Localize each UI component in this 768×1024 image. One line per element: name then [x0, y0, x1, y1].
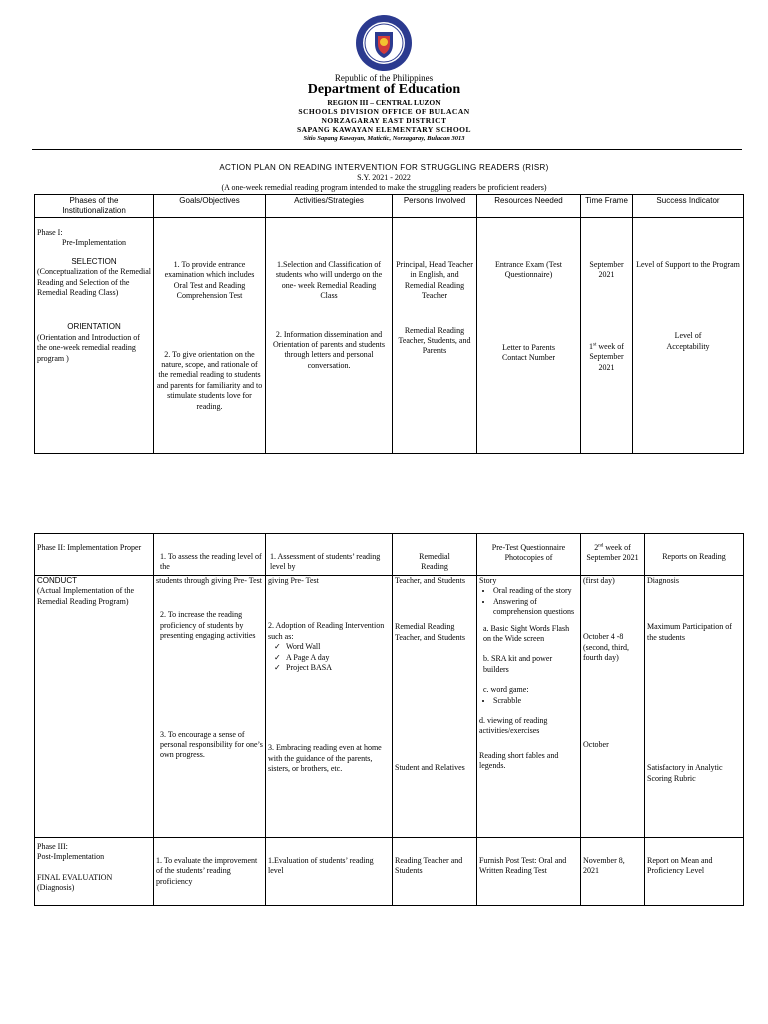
- intervention-list: [268, 642, 390, 673]
- phase1-time2: 1st week of September 2021: [589, 341, 624, 372]
- phase2-act3: 3. Embracing reading even at home with the guidance of the parents, sisters, or brothers, etc.: [268, 743, 382, 774]
- phase1-res2: Letter to Parents Contact Number: [501, 342, 556, 363]
- selection-desc: (Conceptualization of the Remedial Reading and Selection of the Remedial Reading Class): [37, 267, 151, 297]
- phase2-goal3: 3. To encourage a sense of personal responsibility for one’s own progress.: [160, 729, 263, 760]
- phase2-table: [34, 533, 744, 906]
- phase2-label: Phase II: Implementation Proper: [35, 534, 154, 576]
- phase2-res-b: b. SRA kit and power builders: [483, 654, 553, 674]
- conduct-desc: (Actual Implementation of the Remedial Reading Program): [37, 586, 135, 606]
- list-item: ✓ A Page A day: [286, 653, 390, 663]
- orientation-desc: (Orientation and Introduction of the one-week remedial reading program ): [37, 332, 140, 363]
- table-header-row: [35, 195, 744, 218]
- list-item: ✓ Project BASA: [286, 663, 390, 673]
- phase2-res-e: Reading short fables and legends.: [479, 750, 559, 771]
- phase2-time3: October: [583, 739, 609, 749]
- phase2-succ1: Diagnosis: [647, 576, 679, 585]
- division-label: SCHOOLS DIVISION OFFICE OF BULACAN: [298, 107, 470, 116]
- phase2-res-head: Pre-Test Questionnaire Photocopies of: [477, 534, 581, 576]
- deped-seal-icon: [355, 14, 413, 72]
- header-divider: [32, 149, 742, 150]
- orientation-label: ORIENTATION: [67, 322, 121, 332]
- phase2-persons3: Student and Relatives: [395, 763, 465, 773]
- phase2-act2: 2. Adoption of Reading Intervention such as:: [268, 621, 385, 641]
- phase2-succ2: Maximum Participation of the students: [647, 622, 732, 642]
- conduct-label: CONDUCT: [37, 576, 77, 585]
- phase1-persons1: Principal, Head Teacher in English, and Remedial Reading Teacher: [396, 260, 473, 301]
- table-row: [35, 838, 744, 906]
- department-title: Department of Education: [307, 82, 461, 97]
- phase2-succ-head: Reports on Reading: [645, 534, 744, 576]
- col-persons: Persons Involved: [393, 195, 477, 218]
- list-item: • Answering of comprehension questions: [493, 597, 578, 618]
- phase2-goal-head: 1. To assess the reading level of the: [154, 534, 266, 576]
- phase2-persons1-cont: Teacher, and Students: [395, 576, 465, 585]
- phase2-goal2: 2. To increase the reading proficiency of students by presenting engaging activities: [160, 610, 256, 641]
- phase1-succ2: Level of Acceptability: [666, 331, 710, 351]
- phase1-succ1: Level of Support to the Program: [636, 260, 740, 269]
- final-eval-desc: (Diagnosis): [37, 883, 75, 893]
- republic-label: Republic of the Philippines: [334, 73, 434, 83]
- list-item: • Oral reading of the story: [493, 586, 578, 596]
- address-label: Sitio Sapang Kawayan, Matictic, Norzagaray, Bulacan 3013: [303, 135, 465, 142]
- region-label: REGION III – CENTRAL LUZON: [327, 98, 441, 107]
- phase3-act: 1.Evaluation of students’ reading level: [266, 838, 393, 906]
- phase2-act1-cont: giving Pre- Test: [268, 576, 319, 585]
- table-row: [35, 218, 744, 454]
- phase2-time-head: 2nd week of September 2021: [581, 534, 645, 576]
- phase1-persons2: Remedial Reading Teacher, Students, and Parents: [398, 325, 471, 356]
- phase1-goal2: 2. To give orientation on the nature, scope, and rationale of the remedial reading to students and parents for familiarity and to stimulate students love for reading.: [156, 349, 263, 411]
- phase2-time1: (first day): [583, 576, 615, 585]
- plan-title: ACTION PLAN ON READING INTERVENTION FOR STRUGGLING READERS (RISR): [219, 163, 549, 172]
- list-item: • Scrabble: [493, 696, 578, 706]
- phase2-res-c: c. word game:: [483, 685, 529, 695]
- word-game-list: [479, 696, 578, 706]
- phase1-table: [34, 194, 744, 454]
- phase1-label: Phase I:: [37, 228, 63, 237]
- col-resources: Resources Needed: [477, 195, 581, 218]
- col-success: Success Indicator: [633, 195, 744, 218]
- plan-subtitle: (A one-week remedial reading program intended to make the struggling readers be proficient readers): [221, 183, 547, 192]
- phase1-time1: September 2021: [589, 260, 624, 280]
- phase1-act1: 1.Selection and Classification of students who will undergo on the one- week Remedial Reading Class: [275, 260, 383, 301]
- phase2-goal1-cont: students through giving Pre- Test: [156, 576, 262, 585]
- phase2-time2: October 4 -8 (second, third, fourth day): [583, 632, 629, 663]
- phase2-res-story: Story: [479, 576, 497, 585]
- story-activity-list: [479, 586, 578, 617]
- phase3-time: November 8, 2021: [581, 838, 645, 906]
- final-eval-label: FINAL EVALUATION: [37, 872, 113, 882]
- col-time: Time Frame: [581, 195, 633, 218]
- phase2-persons2: Remedial Reading Teacher, and Students: [395, 622, 465, 642]
- phase1-act2: 2. Information dissemination and Orientation of parents and students through letters and personal conversation.: [273, 329, 385, 370]
- district-label: NORZAGARAY EAST DISTRICT: [321, 116, 447, 125]
- phase1-goal1: 1. To provide entrance examination which includes Oral Test and Reading Comprehension Test: [164, 260, 255, 301]
- phase2-res-a: a. Basic Sight Words Flash on the Wide screen: [483, 623, 570, 643]
- table-row: [35, 534, 744, 576]
- phase3-goal: 1. To evaluate the improvement of the students’ reading proficiency: [154, 838, 266, 906]
- phase2-succ3: Satisfactory in Analytic Scoring Rubric: [647, 763, 723, 783]
- phase3-succ: Report on Mean and Proficiency Level: [645, 838, 744, 906]
- phase2-res-d: d. viewing of reading activities/exercises: [479, 715, 548, 736]
- col-goals: Goals/Objectives: [154, 195, 266, 218]
- selection-label: SELECTION: [71, 256, 117, 266]
- phase2-act-head: 1. Assessment of students’ reading level by: [266, 534, 393, 576]
- col-phases: Phases of the Institutionalization: [35, 195, 154, 218]
- phase3-stage: Post-Implementation: [37, 852, 105, 862]
- list-item: ✓ Word Wall: [286, 642, 390, 652]
- phase3-label: Phase III:: [37, 842, 68, 851]
- school-year: S.Y. 2021 - 2022: [357, 173, 411, 182]
- school-label: SAPANG KAWAYAN ELEMENTARY SCHOOL: [296, 125, 472, 134]
- phase3-persons: Reading Teacher and Students: [393, 838, 477, 906]
- phase2-persons-head: Remedial Reading: [393, 534, 477, 576]
- phase3-res: Furnish Post Test: Oral and Written Reading Test: [477, 838, 581, 906]
- phase1-stage: Pre-Implementation: [62, 238, 126, 248]
- col-activities: Activities/Strategies: [266, 195, 393, 218]
- phase1-res1: Entrance Exam (Test Questionnaire): [495, 260, 562, 280]
- table-row: [35, 576, 744, 838]
